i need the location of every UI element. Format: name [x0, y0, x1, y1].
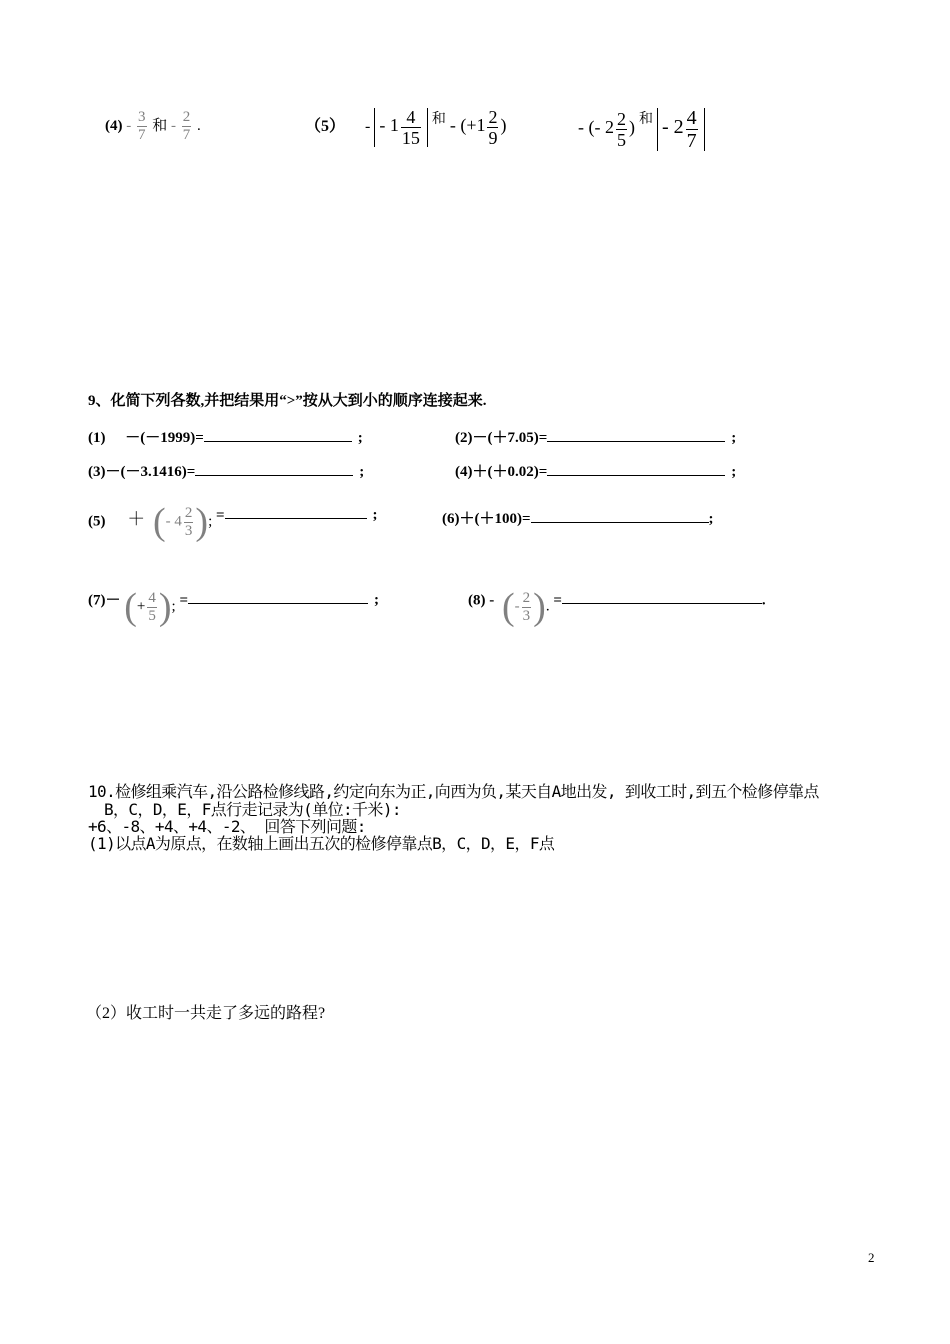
q9-title: 9、化简下列各数,并把结果用“>”按从大到小的顺序连接起来. — [88, 393, 487, 409]
q9-item-2: (2)－(＋7.05)= ; — [455, 425, 736, 447]
q8-part5: （5） - - 1 $\frac{4}{15}$ 和 - (+1 $\frac{2}{9}$ ) — [305, 107, 507, 148]
q9-item-3: (3)－(－3.1416)= ; — [88, 459, 364, 481]
q8-part4: (4) - $\frac{3}{7}$ 和 - $\frac{2}{7}$ . — [105, 109, 201, 143]
fraction-3-7: $\frac{3}{7}$ — [138, 109, 146, 143]
answer-blank[interactable] — [195, 459, 353, 476]
answer-blank[interactable] — [531, 506, 709, 523]
answer-blank[interactable] — [547, 425, 725, 442]
q9-item-8: (8) - (- $\frac{2}{3}$ ). = . — [468, 586, 766, 628]
answer-blank[interactable] — [188, 587, 368, 604]
q9-item-7: (7)－ (+ $\frac{4}{5}$ ); = ; — [88, 586, 380, 628]
q9-item-6: (6)＋(＋100)= ; — [442, 506, 714, 528]
q10-line-1: 10.检修组乘汽车,沿公路检修线路,约定向东为正,向西为负,某天自A地出发, 到收工时,到五个检修停靠点 — [88, 782, 819, 801]
q8-part6: - (- 2 $\frac{2}{5}$ ) 和 - 2 $\frac{4}{7}$ — [578, 108, 705, 151]
q10-line-4: (1)以点A为原点，在数轴上画出五次的检修停靠点B，C，D，E，F点 — [88, 834, 555, 853]
page-number: 2 — [868, 1250, 875, 1265]
answer-blank[interactable] — [562, 587, 762, 604]
q9-item-1: (1) －(－1999)= ; — [88, 425, 363, 447]
q9-item-5: (5) ＋ (- 4 $\frac{2}{3}$ ); = ; — [88, 501, 378, 543]
q8-part4-label: (4) — [105, 117, 123, 134]
absolute-value-expression: - 1 $\frac{4}{15}$ — [374, 108, 428, 147]
q10-line-3: +6、-8、+4、+4、-2、 回答下列问题: — [88, 817, 366, 836]
q8-part5-label: （5） — [305, 118, 346, 136]
answer-blank[interactable] — [204, 425, 352, 442]
q9-item-4: (4)＋(＋0.02)= ; — [455, 459, 736, 481]
q10-line-2: B，C，D，E，F点行走记录为(单位:千米): — [104, 800, 401, 819]
q10-part-2: （2）收工时一共走了多远的路程? — [86, 1005, 326, 1022]
fraction-2-7: $\frac{2}{7}$ — [182, 109, 191, 143]
answer-blank[interactable] — [225, 502, 367, 519]
answer-blank[interactable] — [547, 459, 725, 476]
absolute-value-expression: - 2 $\frac{4}{7}$ — [657, 108, 705, 151]
